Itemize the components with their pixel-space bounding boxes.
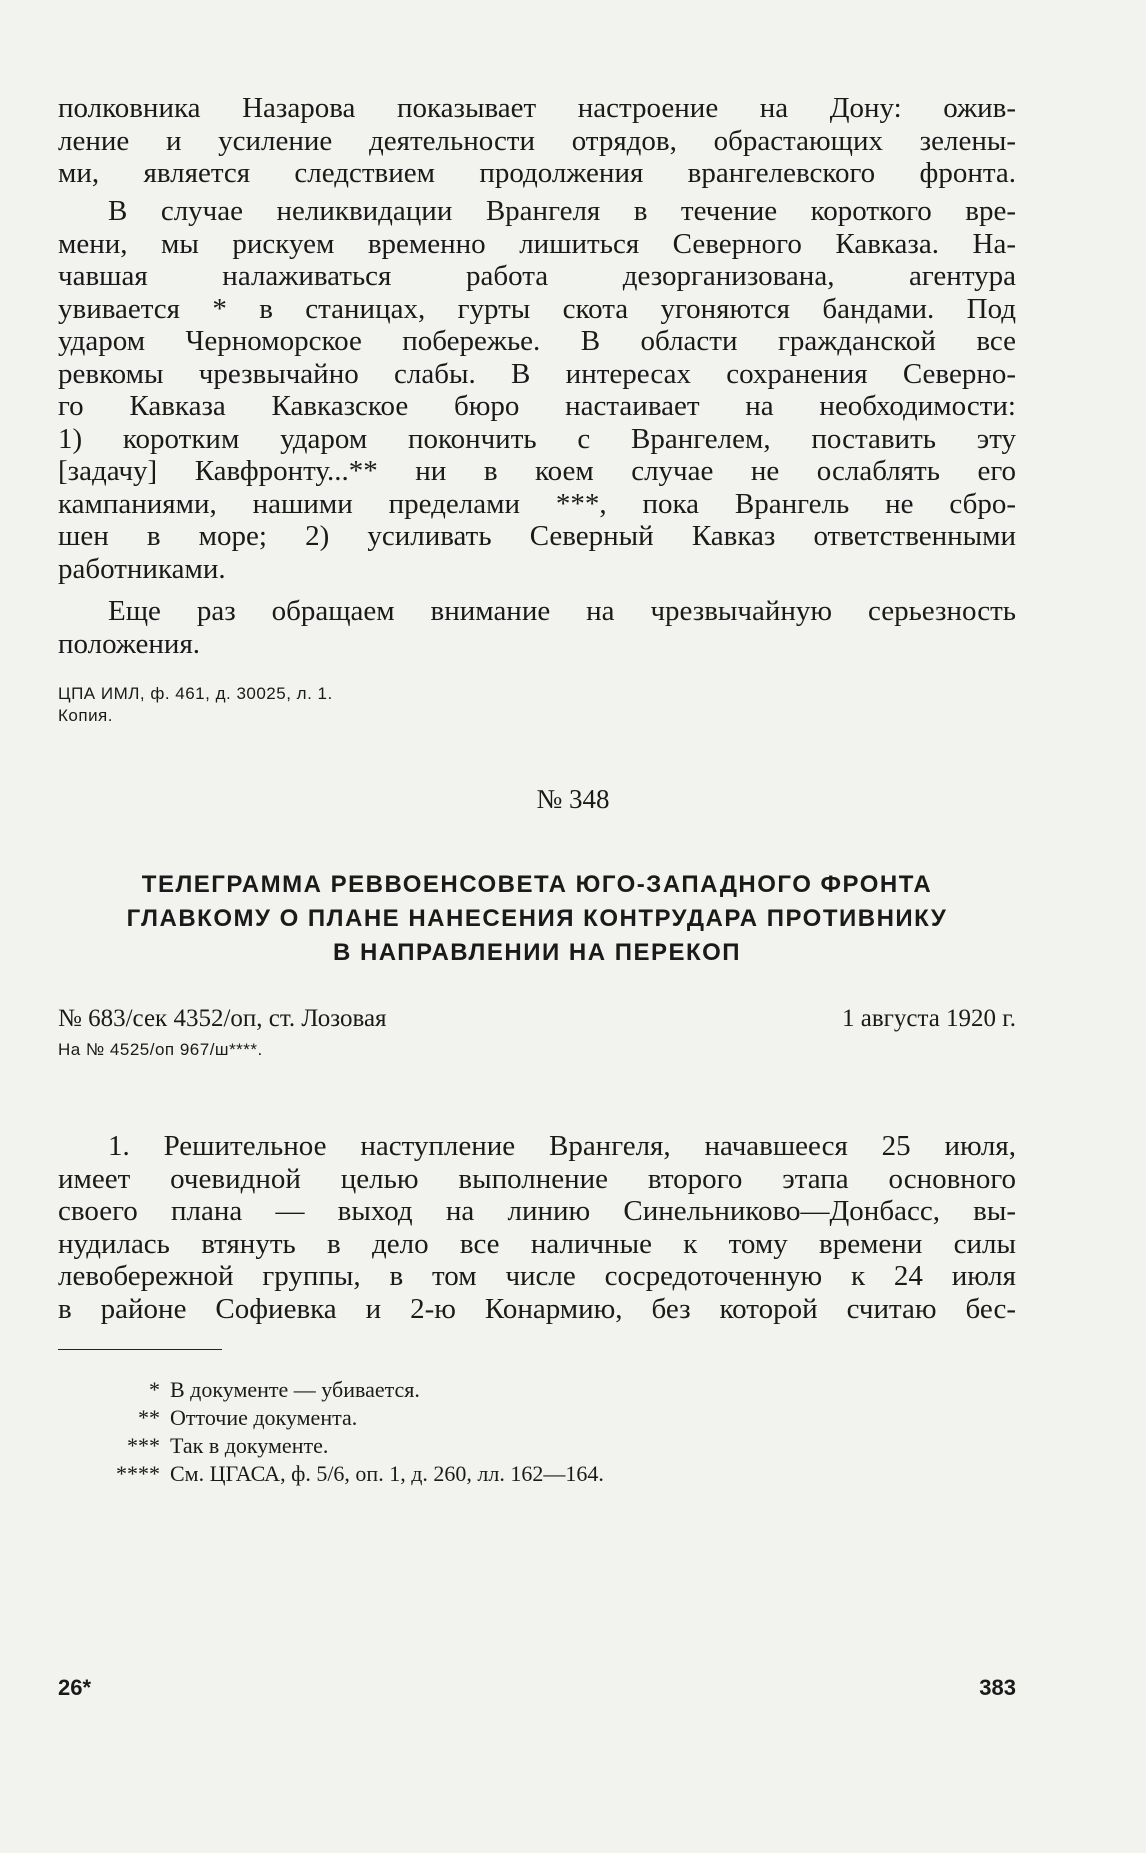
footnote <box>100 1404 604 1432</box>
paragraph-2 <box>58 195 1016 585</box>
footnote-mark: *** <box>127 1433 160 1458</box>
footnote <box>100 1432 604 1460</box>
telegram-date: 1 августа 1920 г. <box>841 1005 1016 1032</box>
paragraph-1 <box>58 92 1016 190</box>
telegram-header <box>58 1005 1016 1033</box>
page-number: 383 <box>979 1675 1016 1700</box>
archive-copy-note: Копия. <box>58 706 113 725</box>
footnote-text: Отточие документа. <box>170 1405 358 1430</box>
text-line: ревкомы чрезвычайно слабы. В интересах сохранения Северно- <box>58 357 1016 390</box>
paragraph-3 <box>58 595 1016 660</box>
text-line: в районе Софиевка и 2-ю Конармию, без которой считаю бес- <box>58 1292 1016 1325</box>
footnote <box>100 1376 604 1404</box>
text-line: 1. Решительное наступление Врангеля, начавшееся 25 июля, <box>108 1130 1016 1162</box>
text-line: Еще раз обращаем внимание на чрезвычайную серьезность <box>108 595 1016 627</box>
footnote-text: См. ЦГАСА, ф. 5/6, оп. 1, д. 260, лл. 162—164. <box>170 1461 604 1486</box>
archive-citation <box>58 683 333 727</box>
title-line: В НАПРАВЛЕНИИ НА ПЕРЕКОП <box>332 939 742 966</box>
footnote-divider <box>58 1349 222 1350</box>
text-line: чавшая налаживаться работа дезорганизована, агентура <box>58 260 1016 292</box>
footnote-mark: **** <box>116 1461 160 1486</box>
footnote-mark: ** <box>138 1405 160 1430</box>
text-line: ударом Черноморское побережье. В области гражданской все <box>58 325 1016 357</box>
text-line: ми, является следствием продолжения врангелевского фронта. <box>58 157 1016 189</box>
text-line: своего плана — выход на линию Синельниково—Донбасс, вы- <box>58 1195 1016 1227</box>
text-line: [задачу] Кавфронту...** ни в коем случае не ослаблять его <box>58 455 1016 487</box>
telegram-reference: На № 4525/оп 967/ш****. <box>58 1040 263 1059</box>
text-line: имеет очевидной целью выполнение второго этапа основного <box>58 1162 1016 1195</box>
telegram-number-place: № 683/сек 4352/оп, ст. Лозовая <box>58 1005 387 1032</box>
paragraph-4 <box>58 1130 1016 1325</box>
footnote-text: В документе — убивается. <box>170 1377 420 1402</box>
document-number: № 348 <box>536 784 610 814</box>
text-line: В случае неликвидации Врангеля в течение короткого вре- <box>108 195 1016 227</box>
title-line: ТЕЛЕГРАММА РЕВВОЕНСОВЕТА ЮГО-ЗАПАДНОГО ФРОНТА <box>141 871 933 898</box>
text-line: положения. <box>58 627 201 660</box>
text-line: полковника Назарова показывает настроение на Дону: ожив- <box>58 92 1016 124</box>
title-line: ГЛАВКОМУ О ПЛАНЕ НАНЕСЕНИЯ КОНТРУДАРА ПРОТИВНИКУ <box>126 905 948 932</box>
signature-mark: 26* <box>58 1675 92 1700</box>
text-line: шен в море; 2) усиливать Северный Кавказ ответственными <box>58 520 1016 552</box>
text-line: работниками. <box>58 552 226 585</box>
footnote <box>100 1460 604 1488</box>
footnotes <box>100 1376 604 1488</box>
text-line: увивается * в станицах, гурты скота угоняются бандами. Под <box>58 292 1016 325</box>
text-line: го Кавказа Кавказское бюро настаивает на необходимости: <box>58 390 1016 422</box>
text-line: мени, мы рискуем временно лишиться Северного Кавказа. На- <box>58 227 1016 260</box>
text-line: левобережной группы, в том числе сосредоточенную к 24 июля <box>58 1260 1016 1292</box>
text-line: ление и усиление деятельности отрядов, обрастающих зелены- <box>58 124 1016 157</box>
document-title <box>58 868 1016 970</box>
archive-source: ЦПА ИМЛ, ф. 461, д. 30025, л. 1. <box>58 684 333 703</box>
text-line: 1) коротким ударом покончить с Врангелем, поставить эту <box>58 422 1016 455</box>
footnote-mark: * <box>149 1377 160 1402</box>
text-line: кампаниями, нашими пределами ***, пока Врангель не сбро- <box>58 487 1016 520</box>
footnote-text: Так в документе. <box>170 1433 329 1458</box>
text-line: нудилась втянуть в дело все наличные к тому времени силы <box>58 1227 1016 1260</box>
